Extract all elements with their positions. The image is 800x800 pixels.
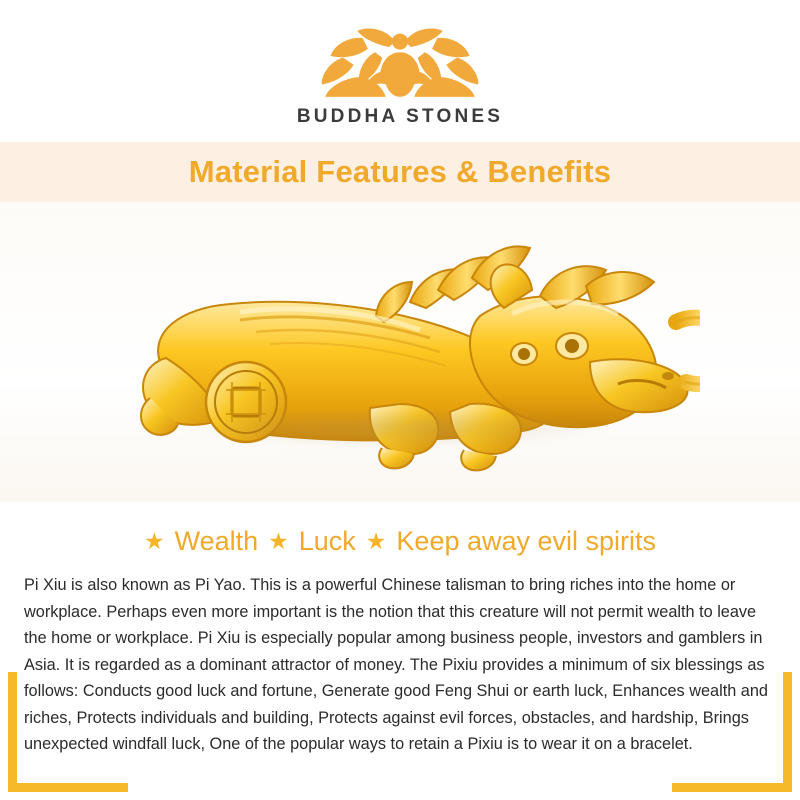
benefits-strip bbox=[0, 502, 800, 562]
pixiu-product-image bbox=[120, 212, 700, 492]
brand-header bbox=[0, 0, 800, 142]
corner-frame-bottom-left bbox=[8, 672, 128, 792]
star-icon: ★ bbox=[268, 527, 289, 554]
brand-name: BUDDHA STONES bbox=[296, 106, 504, 127]
corner-frame-bottom-right bbox=[672, 672, 792, 792]
benefit-luck: Luck bbox=[298, 525, 356, 556]
hero-image-section bbox=[0, 202, 800, 502]
lotus-meditation-icon bbox=[310, 22, 490, 104]
star-icon: ★ bbox=[365, 527, 387, 554]
pixiu-illustration bbox=[120, 212, 700, 492]
description-paragraph: Pi Xiu is also known as Pi Yao. This is a powerful Chinese talisman to bring riches into the home or workplace. Perhaps even more important is the notion that this creature will not permit wealth to leave the home or workplace. Pi Xiu is especially popular among business people, investors and gamblers in Asia. It is regarded as a dominant attractor of money. The Pixiu provides a minimum of six blessings as follows: Conducts good luck and fortune, Generate good Feng Shui or earth luck, Enhances wealth and riches, Protects individuals and building, Protects against evil forces, obstacles, and hardship, Brings unexpected windfall luck, One of the popular ways to retain a Pixiu is to wear it on a bracelet. bbox=[24, 576, 768, 753]
product-shadow bbox=[180, 408, 610, 448]
benefit-keep-away-evil-spirits: Keep away evil spirits bbox=[396, 525, 657, 556]
benefit-wealth: Wealth bbox=[174, 525, 259, 556]
star-icon: ★ bbox=[143, 527, 165, 554]
page-title: Material Features & Benefits bbox=[188, 154, 612, 189]
title-band bbox=[0, 142, 800, 202]
